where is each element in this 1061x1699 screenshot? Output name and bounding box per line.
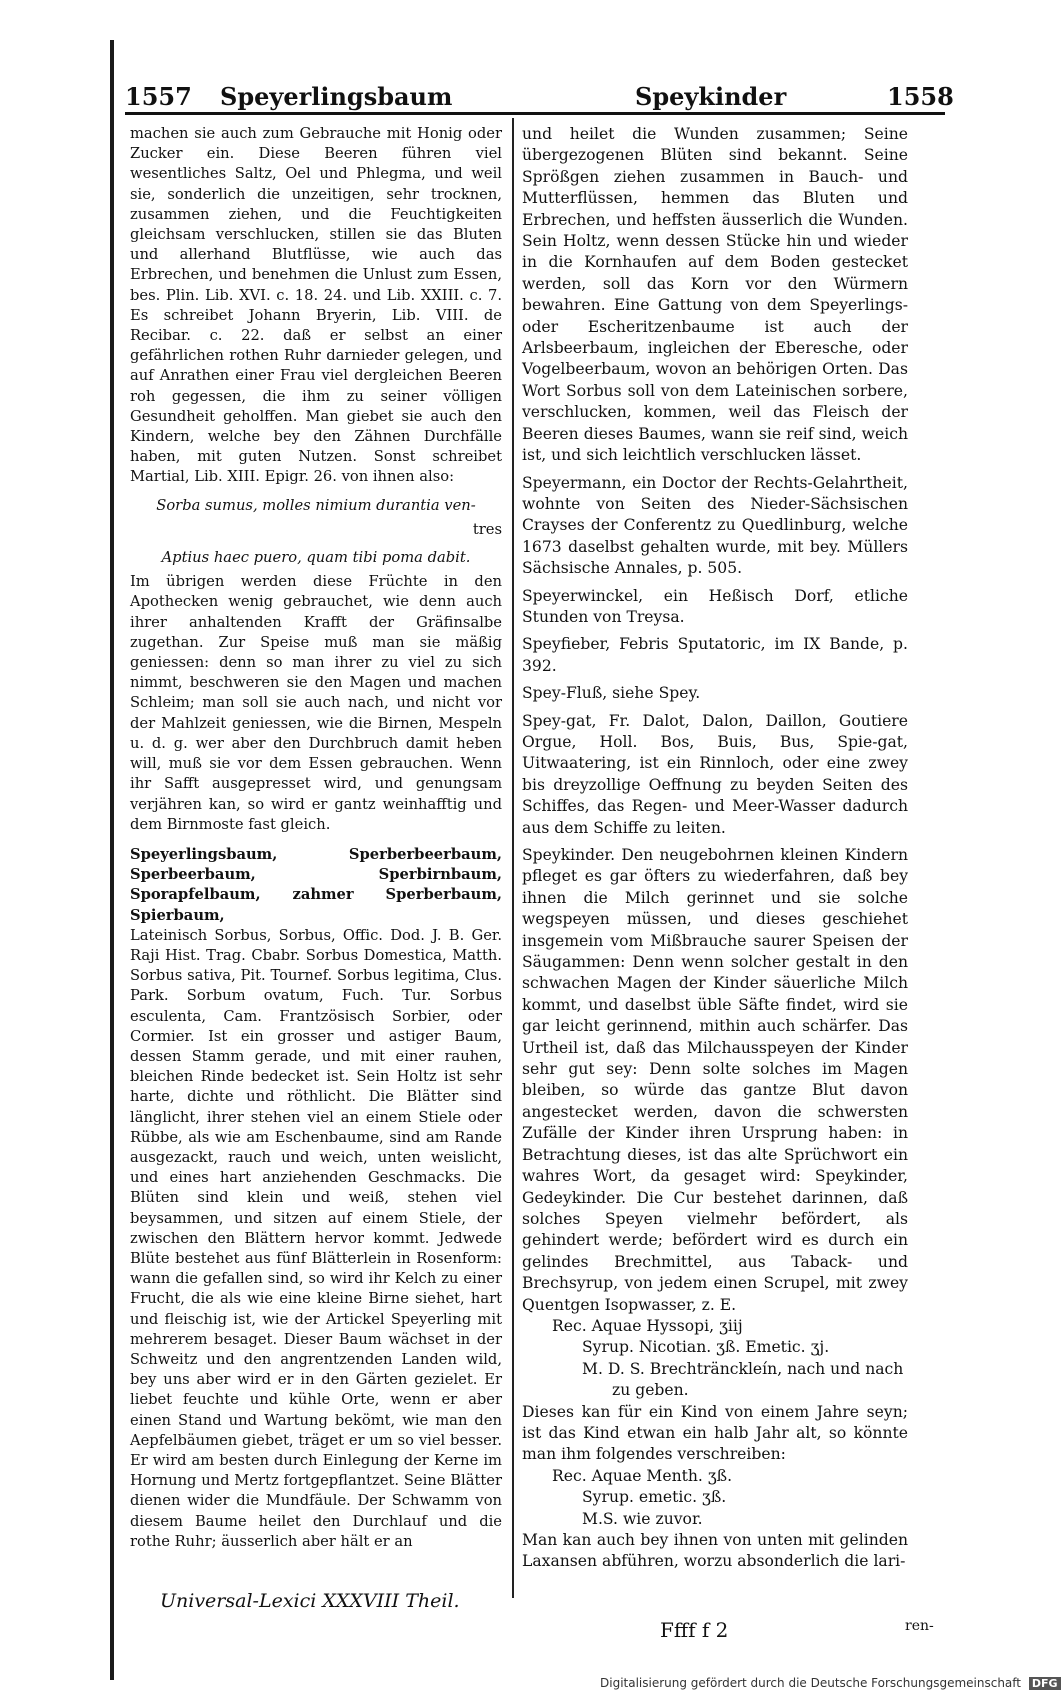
recipe-1-line-1: Rec. Aquae Hyssopi, ʒiij [552, 1316, 743, 1335]
recipe-2-line-2: Syrup. emetic. ʒß. [582, 1488, 727, 1507]
right-paragraph-9: Man kan auch bey ihnen von unten mit gelinden Laxansen abführen, worzu absonderlich die lari- [522, 1531, 908, 1571]
running-header [125, 82, 954, 116]
header-rule [125, 112, 945, 115]
entry-speykinder: Speykinder. Den neugebohrnen kleinen Kindern pfleget es gar öfters zu wiederfahren, daß bey ihnen die Milch gerinnet und sie solche wegspeyen müssen, und dieses geschiehet insgemein vom Mißbrauche saurer Speisen der Säugammen: Denn wenn solcher gestalt in den schwachen Magen der Kinder säuerliche Milch kommt, und daselbst üble Säfte findet, wird sie gar leicht gerinnend, mithin auch schärfer. Das Urtheil ist, daß das Milchausspeyen der Kinder sehr gut sey: Denn solte solches im Magen bleiben, so würde das gantze Blut davon angestecket werden, davon die schwersten Zufälle der Kinder ihren Ursprung haben: in Betrachtung dieses, ist das alte Sprüchwort ein wahres Wort, da gesaget wird: Speykinder, Gedeykinder. Die Cur bestehet darinnen, daß solches Speyen vielmehr befördert, als gehindert werde; befördert wird es durch ein gelindes Brechmittel, aus Taback- und Brechsyrup, von jedem einen Scrupel, mit zwey Quentgen Isopwasser, z. E. [522, 846, 908, 1314]
catchword: ren- [905, 1618, 934, 1634]
right-page-number: 1558 [887, 82, 954, 111]
verse-line-1-continued: tres [472, 520, 502, 538]
signature-mark: Ffff f 2 [660, 1618, 729, 1642]
entry-speyfieber: Speyfieber, Febris Sputatoric, im IX Bande, p. 392. [522, 635, 908, 675]
right-column [522, 124, 908, 1573]
recipe-2-line-3: M.S. wie zuvor. [582, 1509, 703, 1528]
left-running-title: Speyerlingsbaum [220, 82, 453, 111]
left-column [130, 124, 502, 1552]
entry-spey-gat: Spey-gat, Fr. Dalot, Dalon, Daillon, Goutiere Orgue, Holl. Bos, Buis, Bus, Spie-gat, Uitwaatering, ist ein Rinnloch, oder eine zwey bis dreyzollige Oeffnung zu beyden Seiten des Schiffes, das Regen- und Meer-Wasser dadurch aus dem Schiffe zu leiten. [522, 711, 908, 837]
entry-speyerwinckel: Speyerwinckel, ein Heßisch Dorf, etliche Stunden von Treysa. [522, 586, 908, 626]
right-paragraph-1: und heilet die Wunden zusammen; Seine übergezogenen Blüten sind bekannt. Seine Sprößgen ziehen zusammen in Bauch- und Mutterflüssen, hemmen das Bluten und Erbrechen, und heffsten äusserlich die Wunden. Sein Holtz, wenn dessen Stücke hin und wieder in die Kornhaufen auf dem Boden gestecket werden, soll das Korn vor den Würmern bewahren. Eine Gattung von dem Speyerlings- oder Escheritzenbaume ist auch der Arlsbeerbaum, ingleichen der Eberesche, oder Vogelbeerbaum, wovon an behörigen Orten. Das Wort Sorbus soll von dem Lateinischen sorbere, verschlucken, kommen, weil das Fleisch der Beeren dieses Baumes, wann sie reif sind, weich ist, und sich leichtlich verschlucken lässet. [522, 125, 908, 465]
right-paragraph-8: Dieses kan für ein Kind von einem Jahre seyn; ist das Kind etwan ein halb Jahr alt, so könnte man ihm folgendes verschreiben: [522, 1402, 908, 1464]
left-paragraph-1: machen sie auch zum Gebrauche mit Honig oder Zucker ein. Diese Beeren führen viel wesentliches Saltz, Oel und Phlegma, und weil sie, sonderlich die unzeitigen, sehr trocknen, zusammen ziehen, und die Feuchtigkeiten gleichsam verschlucken, stillen sie das Bluten und allerhand Blutflüsse, wie auch das Erbrechen, und benehmen die Unlust zum Essen, bes. Plin. Lib. XVI. c. 18. 24. und Lib. XXIII. c. 7. Es schreibet Johann Bryerin, Lib. VIII. de Recibar. c. 22. daß er selbst an einer gefährlichen rothen Ruhr darnieder gelegen, und auf Anrathen einer Frau viel dergleichen Beeren roh gegessen, die ihm zu seiner völligen Gesundheit geholffen. Man giebet sie auch den Kindern, welche bey den Zähnen Durchfälle haben, mit guten Nutzen. Sonst schreibet Martial, Lib. XIII. Epigr. 26. von ihnen also: [130, 125, 502, 486]
recipe-2-line-1: Rec. Aquae Menth. ʒß. [552, 1466, 733, 1485]
entry-spey-fluss: Spey-Fluß, siehe Spey. [522, 684, 701, 703]
dfg-logo: DFG [1029, 1677, 1061, 1690]
verse-line-1: Sorba sumus, molles nimium durantia ven- [156, 496, 476, 514]
recipe-1-line-2: Syrup. Nicotian. ʒß. Emetic. ʒj. [582, 1338, 830, 1357]
recipe-1-line-3: M. D. S. Brechtränckleín, nach und nach [582, 1359, 904, 1378]
digitization-credit [600, 1676, 1061, 1690]
entry-speyermann: Speyermann, ein Doctor der Rechts-Gelahrtheit, wohnte von Seiten des Nieder-Sächsischen Crayses der Conferentz zu Quedlinburg, welche 1673 daselbst gehalten wurde, mit bey. Müllers Sächsische Annales, p. 505. [522, 473, 908, 578]
right-running-title: Speykinder [635, 82, 787, 111]
binding-edge [110, 40, 114, 1680]
left-paragraph-3: Lateinisch Sorbus, Sorbus, Offic. Dod. J. B. Ger. Raji Hist. Trag. Cbabr. Sorbus Domestica, Matth. Sorbus sativa, Pit. Tournef. Sorbus legitima, Clus. Park. Sorbum ovatum, Fuch. Tur. Sorbus esculenta, Cam. Frantzösisch Sorbier, oder Cormier. Ist ein grosser und astiger Baum, dessen Stamm gerade, und mit einer rauhen, bleichen Rinde bedecket ist. Sein Holtz ist sehr harte, dichte und röthlicht. Die Blätter sind länglicht, ihrer stehen viel an einem Stiele oder Rübbe, als wie am Eschenbaume, sind am Rande ausgezackt, rauch und weich, unten weislicht, und eines hart anziehenden Geschmacks. Die Blüten sind klein und weiß, stehen viel beysammen, und sitzen auf einem Stiele, der zwischen den Blättern hervor kommt. Jedwede Blüte bestehet aus fünf Blätterlein in Rosenform: wann die gefallen sind, so wird ihr Kelch zu einer Frucht, die als wie eine kleine Birne siehet, hart und fleischig ist, wie der Artickel Speyerling mit mehrerem besaget. Dieser Baum wächset in der Schweitz und den angrentzenden Landen wild, bey uns aber wird er in den Gärten gezielet. Er liebet feuchte und kühle Orte, wenn er aber einen Stand und Wartung bekömt, wie man den Aepfelbäumen giebet, träget er um so viel besser. Er wird am besten durch Einlegung der Kerne im Hornung und Mertz fortgepflantzet. Seine Blätter dienen wider die Mundfäule. Der Schwamm von diesem Baume heilet den Durchlauf und die rothe Ruhr; äusserlich aber hält er an [130, 926, 502, 1550]
credit-text: Digitalisierung gefördert durch die Deutsche Forschungsgemeinschaft [600, 1676, 1022, 1690]
column-separator [512, 118, 514, 1598]
volume-footer: Universal-Lexici XXXVIII Theil. [160, 1590, 460, 1612]
recipe-1-line-4: zu geben. [612, 1381, 689, 1400]
entry-heading-speyerlingsbaum: Speyerlingsbaum, Sperberbeerbaum, Sperbeerbaum, Sperbirnbaum, Sporapfelbaum, zahmer Sperberbaum, Spierbaum, [130, 845, 502, 924]
left-paragraph-2: Im übrigen werden diese Früchte in den Apothecken wenig gebrauchet, wie denn auch ihrer anhaltenden Krafft der Gräfinsalbe zugethan. Zur Speise muß man sie mäßig geniessen: denn so man ihrer zu viel zu sich nimmt, beschweren sie den Magen und machen Schleim; man soll sie auch nach, und nicht vor der Mahlzeit geniessen, wie die Birnen, Mespeln u. d. g. wer aber den Durchbruch damit heben will, muß sie vor dem Essen gebrauchen. Wenn ihr Safft ausgepresset wird, und genungsam verjähren kan, so wird er gantz weinhafftig und dem Birnmoste fast gleich. [130, 573, 502, 833]
verse-line-2: Aptius haec puero, quam tibi poma dabit. [161, 549, 471, 567]
left-page-number: 1557 [125, 82, 192, 111]
